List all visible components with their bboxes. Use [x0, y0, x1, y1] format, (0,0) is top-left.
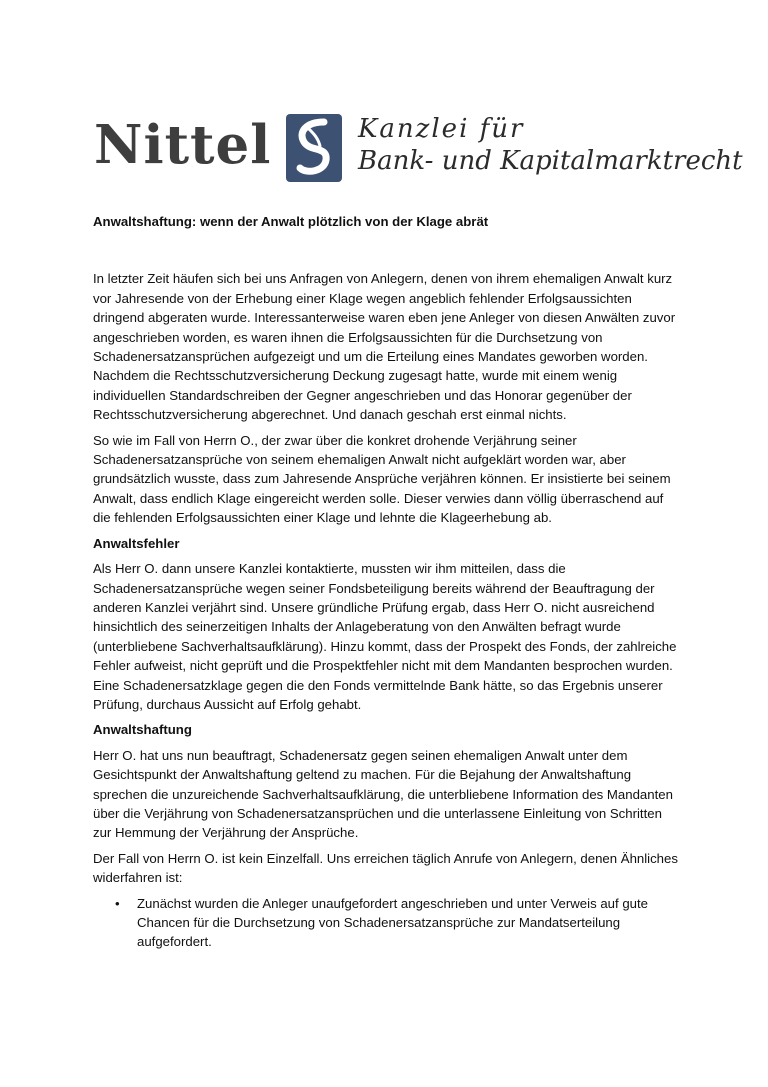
logo-tagline-line2: Bank- und Kapitalmarktrecht — [358, 146, 743, 176]
nittel-logo — [94, 108, 743, 188]
list-item-text: Zunächst wurden die Anleger unaufgefordert angeschrieben und unter Verweis auf gute Chancen für die Durchsetzung von Schadenersatzansprüche zur Mandatserteilung aufgefordert. — [137, 895, 648, 950]
intro-paragraph-1: In letzter Zeit häufen sich bei uns Anfragen von Anlegern, denen von ihrem ehemaligen Anwalt kurz vor Jahresende von der Erhebung einer Klage wegen angeblich fehlender Erfolgsaussichten dringend abgeraten wurde. Interessanterweise waren eben jene Anleger von diesen Anwälten zuvor angeschrieben worden, es waren ihnen die Erfolgsaussichten für die Durchsetzung von Schadenersatzansprüchen aufgezeigt und um die Erteilung eines Mandates geworben worden. Nachdem die Rechtsschutzversicherung Deckung zugesagt hatte, wurde mit einem wenig individuellen Standardschreiben der Gegner angeschrieben und das Honorar gegenüber der Rechtsschutzversicherung abgerechnet. Und danach geschah erst einmal nichts. — [93, 271, 676, 423]
bullet-list — [93, 894, 678, 952]
nittel-logo-mark-icon — [284, 112, 344, 184]
section-heading-anwaltshaftung: Anwaltshaftung — [93, 722, 192, 738]
logo-wordmark: Nittel — [94, 114, 272, 176]
document-title: Anwaltshaftung: wenn der Anwalt plötzlich von der Klage abrät — [93, 214, 489, 229]
logo-tagline-line1: Kanzlei für — [358, 114, 525, 144]
anwaltshaftung-paragraph-1: Herr O. hat uns nun beauftragt, Schadenersatz gegen seinen ehemaligen Anwalt unter dem Gesichtspunkt der Anwaltshaftung geltend zu machen. Für die Bejahung der Anwaltshaftung sprechen die unzureichende Sachverhaltsaufklärung, die unterbliebene Information des Mandanten über die Verjährung von Schadenersatzansprüchen und die unterlassene Einleitung von Schritten zur Hemmung der Verjährung der Ansprüche. — [93, 747, 673, 841]
anwaltshaftung-paragraph-2: Der Fall von Herrn O. ist kein Einzelfall. Uns erreichen täglich Anrufe von Anlegern, denen Ähnliches widerfahren ist: — [93, 850, 678, 886]
document-body — [93, 212, 678, 952]
section-heading-anwaltsfehler: Anwaltsfehler — [93, 535, 180, 551]
anwaltsfehler-paragraph: Als Herr O. dann unsere Kanzlei kontaktierte, mussten wir ihm mitteilen, dass die Schadenersatzansprüche wegen seiner Fondsbeteiligung bereits während der Beauftragung der anderen Kanzlei verjährt sind. Unsere gründliche Prüfung ergab, dass Herr O. nicht ausreichend hinsichtlich des seinerzeitigen Inhalts der Anlageberatung von den Anwälten befragt wurde (unterbliebene Sachverhaltsaufklärung). Hinzu kommt, dass der Prospekt des Fonds, der zahlreiche Fehler aufweist, nicht geprüft und die Prospektfehler nicht mit dem Mandanten besprochen wurden. Eine Schadenersatzklage gegen die den Fonds vermittelnde Bank hätte, so das Ergebnis unserer Prüfung, durchaus Aussicht auf Erfolg gehabt. — [93, 561, 677, 712]
bullet-icon: • — [115, 895, 120, 911]
list-item — [93, 894, 678, 952]
intro-paragraph-2: So wie im Fall von Herrn O., der zwar über die konkret drohende Verjährung seiner Schadenersatzansprüche von seinem ehemaligen Anwalt nicht aufgeklärt worden war, aber grundsätzlich wusste, dass zum Jahresende Ansprüche verjähren können. Er insistierte bei seinem Anwalt, dass endlich Klage eingereicht werden solle. Dieser verwies dann völlig überraschend auf die fehlenden Erfolgsaussichten einer Klage und lehnte die Klageerhebung ab. — [93, 432, 671, 526]
